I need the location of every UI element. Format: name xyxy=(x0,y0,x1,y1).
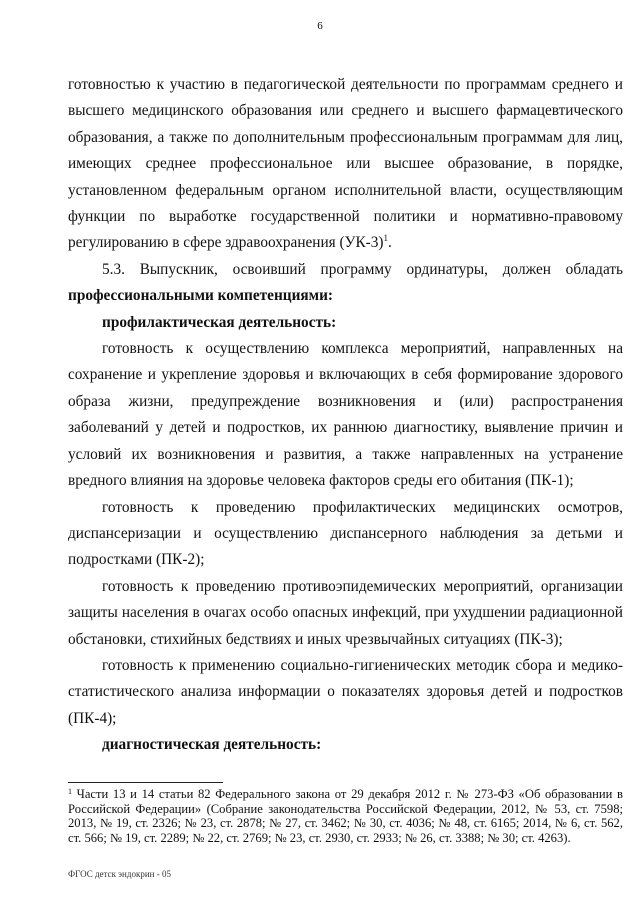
paragraph-pk3: готовность к проведению противоэпидемических мероприятий, организации защиты населения в очагах особо опасных инфекций, при ухудшении радиационной обстановки, стихийных бедствиях и иных чрезвычайных ситуациях (ПК-3); xyxy=(68,577,623,648)
footnote xyxy=(68,787,623,845)
paragraph-pk1: готовность к осуществлению комплекса мероприятий, направленных на сохранение и укрепление здоровья и включающих в себя формирование здорового образа жизни, предупреждение возникновения и (или) распространения заболеваний у детей и подростков, их раннюю диагностику, выявление причин и условий их возникновения и развития, а также направленных на устранение вредного влияния на здоровье человека факторов среды его обитания (ПК-1); xyxy=(68,340,623,490)
footnote-marker: 1 xyxy=(68,787,72,796)
paragraph-pk4: готовность к применению социально-гигиенических методик сбора и медико-статистического анализа информации о показателях здоровья детей и подростков (ПК-4); xyxy=(68,656,623,727)
footnote-ref: 1 xyxy=(383,233,389,244)
section-heading-prophylactic: профилактическая деятельность: xyxy=(102,313,337,331)
footnote-separator xyxy=(68,782,223,783)
paragraph-uk3: готовностью к участию в педагогической деятельности по программам среднего и высшего медицинского образования или среднего и высшего фармацевтического образования, а также по дополнительным профессиональным программам для лиц, имеющих среднее профессиональное или высшее образование, в порядке, установленном федеральным органом исполнительной власти, осуществляющим функции по выработке государственной политики и нормативно-правовому регулированию в сфере здравоохранения $(УК-3)^1$. xyxy=(68,76,623,252)
document-body xyxy=(68,72,623,759)
page-number: 6 xyxy=(317,20,323,32)
paragraph-pk2: готовность к проведению профилактических медицинских осмотров, диспансеризации и осуществлению диспансерного наблюдения за детьми и подростками (ПК-2); xyxy=(68,498,623,569)
section-heading-diagnostic: диагностическая деятельность: xyxy=(102,736,322,754)
paragraph-5-3: 5.3. Выпускник, освоивший программу ординатуры, должен обладать профессиональными компетенциями: xyxy=(68,260,623,305)
footnote-text: Части 13 и 14 статьи 82 Федерального закона от 29 декабря 2012 г. № 273-ФЗ «Об образовании в Российской Федерации» (Собрание законодательства Российской Федерации, 2012, № 53, ст. 7598; 2013, № 19, ст. 2326; № 23, ст. 2878; № 27, ст. 3462; № 30, ст. 4036; № 48, ст. 6165; 2014, № 6, ст. 562, ст. 566; № 19, ст. 2289; № 22, ст. 2769; № 23, ст. 2930, ст. 2933; № 26, ст. 3388; № 30; ст. 4263). xyxy=(68,787,623,845)
page-footer: ФГОС детск эндокрин - 05 xyxy=(68,869,171,879)
